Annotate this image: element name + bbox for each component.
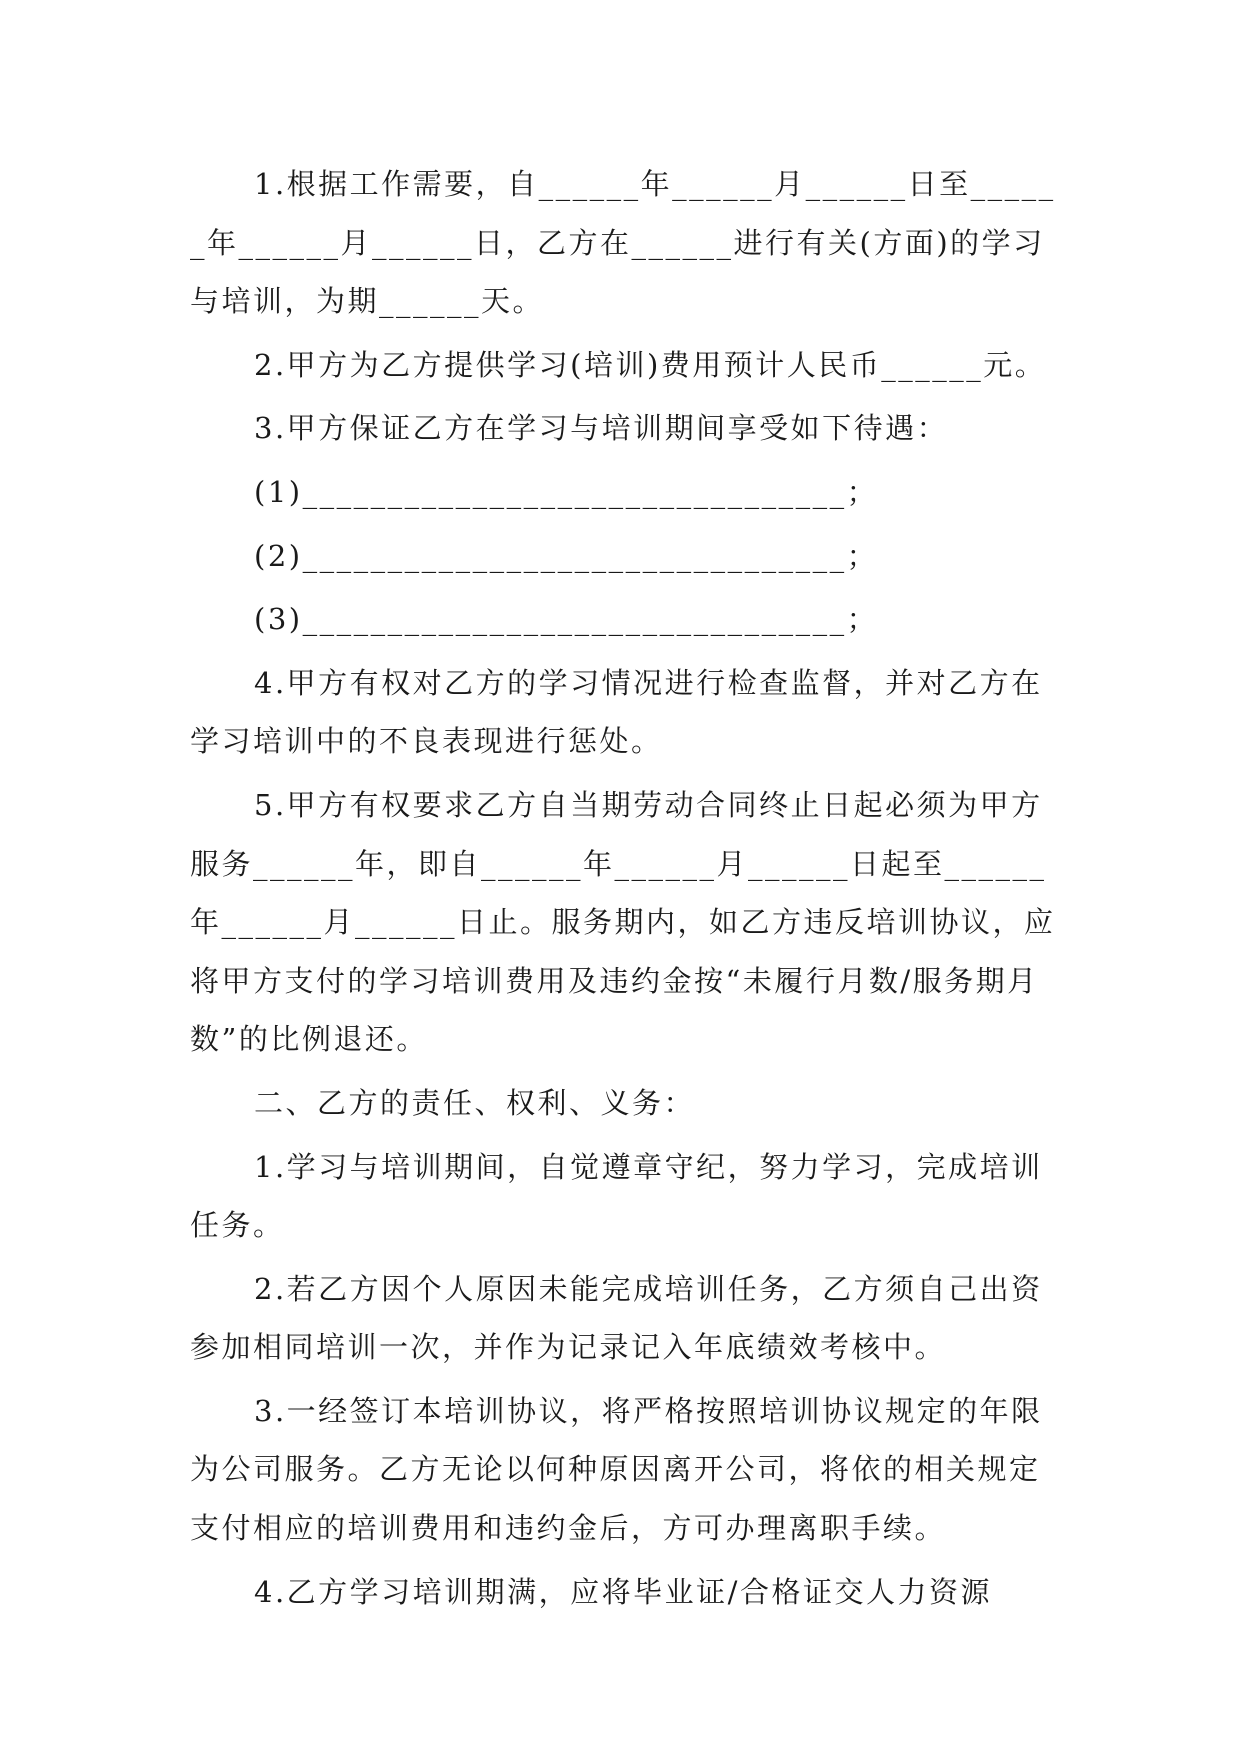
paragraph-training-period: 1.根据工作需要，自______年______月______日至______年______月______日，乙方在______进行有关(方面)的学习与培训，为期______天。 [190, 167, 1056, 319]
paragraph-benefit-1: (1)________________________________； [254, 474, 879, 509]
paragraph-benefits-intro: 3.甲方保证乙方在学习与培训期间享受如下待遇： [254, 411, 949, 446]
paragraph-discipline: 1.学习与培训期间，自觉遵章守纪，努力学习，完成培训任务。 [190, 1149, 1043, 1243]
paragraph-certificate: 4.乙方学习培训期满，应将毕业证/合格证交人力资源 [254, 1574, 992, 1609]
paragraph-benefit-3: (3)________________________________； [254, 602, 879, 637]
paragraph-retraining: 2.若乙方因个人原因未能完成培训任务，乙方须自己出资参加相同培训一次，并作为记录记入年底绩效考核中。 [190, 1271, 1043, 1365]
paragraph-training-cost: 2.甲方为乙方提供学习(培训)费用预计人民币______元。 [254, 347, 1047, 382]
paragraph-benefit-2: (2)________________________________； [254, 538, 879, 573]
document-body [190, 155, 1070, 1626]
paragraph-supervision: 4.甲方有权对乙方的学习情况进行检查监督，并对乙方在学习培训中的不良表现进行惩处。 [190, 665, 1043, 759]
paragraph-service-obligation: 3.一经签订本培训协议，将严格按照培训协议规定的年限为公司服务。乙方无论以何种原因离开公司，将依的相关规定支付相应的培训费用和违约金后，方可办理离职手续。 [190, 1393, 1043, 1546]
paragraph-service-term: 5.甲方有权要求乙方自当期劳动合同终止日起必须为甲方服务______年，即自______年______月______日起至______年______月______日止。服务期内，如乙方违反培训协议，应将甲方支付的学习培训费用及违约金按“未履行月数/服务期月数”的比例退还。 [190, 787, 1056, 1057]
section-heading-party-b: 二、乙方的责任、权利、义务： [254, 1085, 696, 1120]
